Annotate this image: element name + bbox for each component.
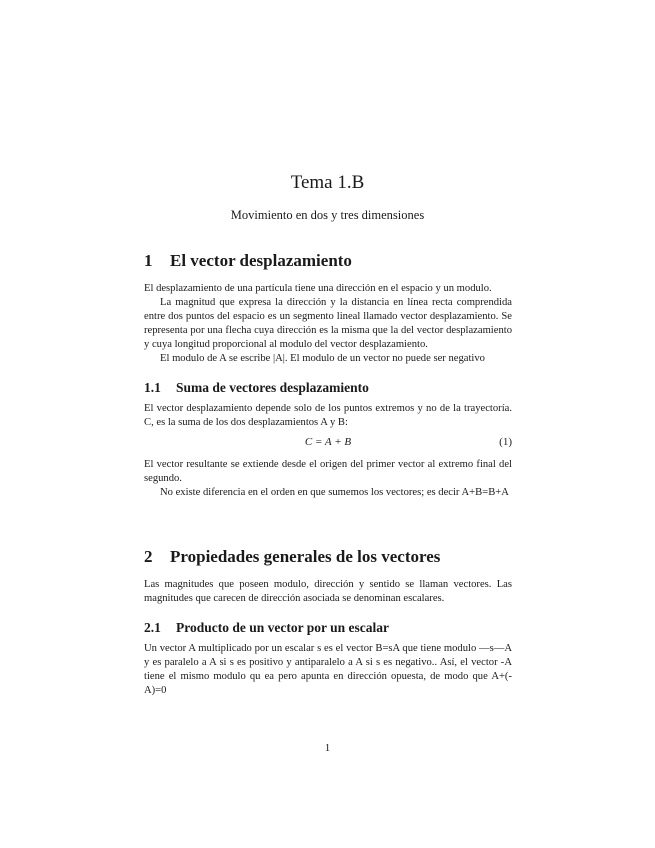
document-title: Tema 1.B — [290, 172, 365, 193]
equation-number: (1) — [499, 436, 512, 448]
document-subtitle: Movimiento en dos y tres dimensiones — [230, 208, 425, 222]
paragraph: El vector resultante se extiende desde el origen del primer vector al extremo final del segundo. — [144, 459, 512, 484]
paragraph: El vector desplazamiento depende solo de los puntos extremos y no de la trayectoría. C, es la suma de los dos desplazamientos A y B: — [144, 403, 512, 428]
paragraph: Un vector A multiplicado por un escalar s es el vector B=sA que tiene modulo —s—A y es paralelo a A si s es positivo y antiparalelo a A si s es negativo.. Así, el vector -A tiene el mismo modulo qu ea pero apunta en dirección opuesta, de modo que A+(-A)=0 — [144, 643, 512, 696]
subsection-number: 2.1 — [144, 620, 161, 635]
equation-expression: C = A + B — [304, 436, 352, 448]
paragraph: La magnitud que expresa la dirección y la distancia en línea recta comprendida entre dos puntos del espacio es un segmento lineal llamado vector desplazamiento. Se representa por una flecha cuya dirección es la misma que la del vector desplazamiento y cuya longitud proporcional al modulo del vector desplazamiento. — [144, 297, 512, 350]
page-number: 1 — [324, 742, 331, 754]
section-1-heading — [144, 251, 512, 271]
section-title: Propiedades generales de los vectores — [170, 547, 441, 566]
section-number: 2 — [144, 547, 153, 566]
subsection-1-1-heading — [144, 380, 512, 396]
subsection-number: 1.1 — [144, 380, 161, 395]
paragraph: El desplazamiento de una partícula tiene una dirección en el espacio y un modulo. — [144, 283, 492, 294]
section-2 — [144, 547, 512, 698]
paragraph: No existe diferencia en el orden en que sumemos los vectores; es decir A+B=B+A — [160, 487, 509, 498]
subsection-title: Producto de un vector por un escalar — [176, 620, 389, 635]
section-number: 1 — [144, 251, 153, 270]
subsection-title: Suma de vectores desplazamiento — [176, 380, 369, 395]
section-1 — [144, 251, 512, 500]
paragraph: El modulo de A se escribe |A|. El modulo de un vector no puede ser negativo — [160, 353, 485, 364]
section-2-heading — [144, 547, 512, 567]
section-title: El vector desplazamiento — [170, 251, 352, 270]
paragraph: Las magnitudes que poseen modulo, dirección y sentido se llaman vectores. Las magnitudes que carecen de dirección asociada se denominan escalares. — [144, 579, 512, 604]
equation — [144, 436, 512, 452]
subsection-2-1-heading — [144, 620, 512, 636]
